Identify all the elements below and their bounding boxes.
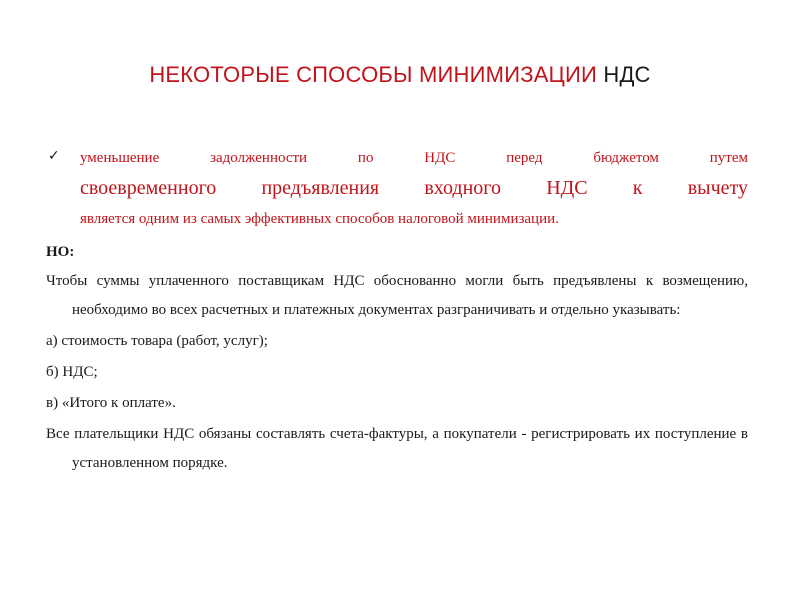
list-item-a: а) стоимость товара (работ, услуг); <box>46 333 268 349</box>
bullet-line-1: уменьшение задолженности по НДС перед бюджетом путем <box>80 150 748 166</box>
paragraph-2: Все плательщики НДС обязаны составлять счета-фактуры, а покупатели - регистрировать их поступление в установленном порядке. <box>46 426 748 471</box>
paragraph-1: Чтобы суммы уплаченного поставщикам НДС обоснованно могли быть предъявлены к возмещению, необходимо во всех расчетных и платежных документах разграничивать и отдельно указывать: <box>46 273 748 318</box>
title-end: НДС <box>603 62 651 87</box>
no-label: НО: <box>46 244 75 260</box>
list-item-b: б) НДС; <box>46 364 98 380</box>
slide-content <box>46 146 748 478</box>
bullet-line-3: является одним из самых эффективных способов налоговой минимизации. <box>80 211 559 227</box>
bullet-line-2: своевременного предъявления входного НДС к вычету <box>80 177 748 199</box>
slide-title <box>0 62 800 88</box>
list-item-c: в) «Итого к оплате». <box>46 395 176 411</box>
title-main: НЕКОТОРЫЕ СПОСОБЫ МИНИМИЗАЦИИ <box>149 62 604 87</box>
bullet-item <box>46 146 748 233</box>
checkmark-arrow-icon: ✓ <box>48 148 60 164</box>
